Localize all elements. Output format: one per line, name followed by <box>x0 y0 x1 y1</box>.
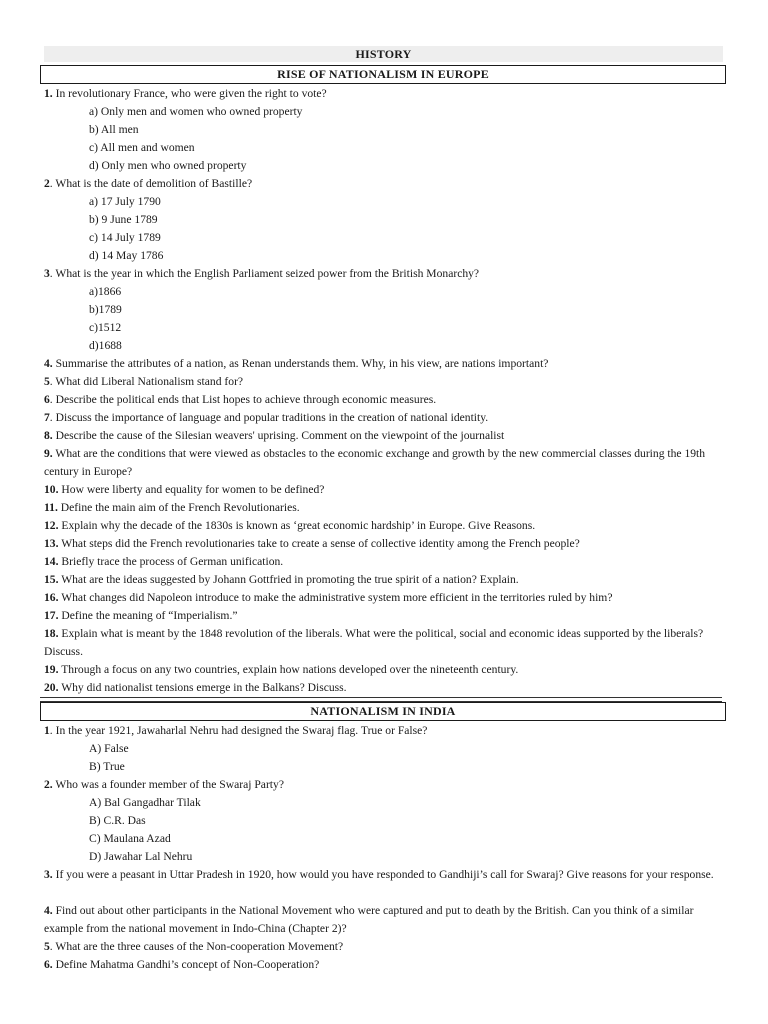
question-number: 4. <box>44 904 53 917</box>
options-india-1 <box>89 740 689 776</box>
option: a)1866 <box>89 285 122 298</box>
section-heading-europe: RISE OF NATIONALISM IN EUROPE <box>40 65 726 84</box>
question-text: Define the main aim of the French Revolutionaries. <box>57 501 300 514</box>
options-india-2 <box>89 794 689 866</box>
question-text: . What is the date of demolition of Bastille? <box>49 177 253 190</box>
question-number: 1. <box>44 87 53 100</box>
option: b) All men <box>89 123 139 136</box>
question-number: 1 <box>44 724 50 737</box>
question-text: . What did Liberal Nationalism stand for? <box>49 375 244 388</box>
question-text: . In the year 1921, Jawaharlal Nehru had designed the Swaraj flag. True or False? <box>49 724 428 737</box>
question-number: 18. <box>44 627 59 640</box>
question-number: 6 <box>44 393 50 406</box>
question-text: . Describe the political ends that List hopes to achieve through economic measures. <box>49 393 437 406</box>
section-heading-india: NATIONALISM IN INDIA <box>40 702 726 721</box>
question-europe-8 <box>44 427 724 445</box>
question-text: . What are the three causes of the Non-cooperation Movement? <box>49 940 344 953</box>
question-number: 7 <box>44 411 50 424</box>
question-india-4 <box>44 902 724 938</box>
question-number: 15. <box>44 573 59 586</box>
question-text: . Discuss the importance of language and popular traditions in the creation of national identity. <box>49 411 489 424</box>
question-number: 5 <box>44 375 50 388</box>
option: c) 14 July 1789 <box>89 231 161 244</box>
question-europe-13 <box>44 535 724 553</box>
question-europe-2 <box>44 175 724 193</box>
question-number: 3 <box>44 267 50 280</box>
option: B) C.R. Das <box>89 814 146 827</box>
question-europe-16 <box>44 589 724 607</box>
question-number: 2. <box>44 778 53 791</box>
question-number: 9. <box>44 447 53 460</box>
question-text: Find out about other participants in the National Movement who were captured and put to death by the British. Can you think of a similar example from the national movement in Indo-China (Chapter 2)? <box>44 904 694 935</box>
question-europe-18 <box>44 625 724 661</box>
option: d)1688 <box>89 339 122 352</box>
question-india-6 <box>44 956 724 974</box>
question-india-2 <box>44 776 724 794</box>
question-europe-12 <box>44 517 724 535</box>
question-india-1 <box>44 722 724 740</box>
question-india-5 <box>44 938 724 956</box>
question-number: 11. <box>44 501 58 514</box>
question-text: In revolutionary France, who were given the right to vote? <box>52 87 327 100</box>
question-text: Define the meaning of “Imperialism.” <box>58 609 238 622</box>
question-text: How were liberty and equality for women to be defined? <box>58 483 325 496</box>
question-text: Through a focus on any two countries, explain how nations developed over the nineteenth century. <box>58 663 519 676</box>
question-number: 8. <box>44 429 53 442</box>
question-text: Why did nationalist tensions emerge in the Balkans? Discuss. <box>58 681 347 694</box>
question-number: 14. <box>44 555 59 568</box>
question-number: 16. <box>44 591 59 604</box>
option: c)1512 <box>89 321 122 334</box>
question-text: What are the conditions that were viewed as obstacles to the economic exchange and growth by the new commercial classes during the 19th century in Europe? <box>44 447 706 478</box>
question-text: Describe the cause of the Silesian weavers' uprising. Comment on the viewpoint of the journalist <box>52 429 505 442</box>
option: d) 14 May 1786 <box>89 249 164 262</box>
question-number: 2 <box>44 177 50 190</box>
question-text: Summarise the attributes of a nation, as Renan understands them. Why, in his view, are nations important? <box>52 357 549 370</box>
question-number: 20. <box>44 681 59 694</box>
options-europe-1 <box>89 103 689 175</box>
question-text: Explain what is meant by the 1848 revolution of the liberals. What were the political, social and economic ideas supported by the liberals? Discuss. <box>44 627 704 658</box>
question-europe-7 <box>44 409 724 427</box>
option: c) All men and women <box>89 141 195 154</box>
option: A) False <box>89 742 129 755</box>
question-text: If you were a peasant in Uttar Pradesh in 1920, how would you have responded to Gandhiji’s call for Swaraj? Give reasons for your response. <box>52 868 714 881</box>
question-number: 5 <box>44 940 50 953</box>
question-text: What are the ideas suggested by Johann Gottfried in promoting the true spirit of a nation? Explain. <box>58 573 519 586</box>
option: a) 17 July 1790 <box>89 195 161 208</box>
question-text: Who was a founder member of the Swaraj Party? <box>52 778 284 791</box>
question-text: . What is the year in which the English Parliament seized power from the British Monarchy? <box>49 267 480 280</box>
option: a) Only men and women who owned property <box>89 105 303 118</box>
option: D) Jawahar Lal Nehru <box>89 850 193 863</box>
question-europe-20 <box>44 679 724 697</box>
question-number: 6. <box>44 958 53 971</box>
question-india-3 <box>44 866 724 884</box>
options-europe-3 <box>89 283 689 355</box>
question-number: 19. <box>44 663 59 676</box>
question-number: 3. <box>44 868 53 881</box>
question-europe-6 <box>44 391 724 409</box>
subject-title: HISTORY <box>44 46 723 62</box>
question-text: Define Mahatma Gandhi’s concept of Non-Cooperation? <box>52 958 320 971</box>
question-text: What changes did Napoleon introduce to make the administrative system more efficient in the territories ruled by him? <box>58 591 613 604</box>
question-number: 12. <box>44 519 59 532</box>
question-europe-14 <box>44 553 724 571</box>
question-number: 10. <box>44 483 59 496</box>
question-europe-11 <box>44 499 724 517</box>
option: B) True <box>89 760 125 773</box>
question-europe-4 <box>44 355 724 373</box>
question-europe-3 <box>44 265 724 283</box>
option: d) Only men who owned property <box>89 159 247 172</box>
question-europe-10 <box>44 481 724 499</box>
option: C) Maulana Azad <box>89 832 171 845</box>
question-number: 13. <box>44 537 59 550</box>
question-text: Explain why the decade of the 1830s is known as ‘great economic hardship’ in Europe. Give Reasons. <box>58 519 536 532</box>
question-number: 4. <box>44 357 53 370</box>
question-number: 17. <box>44 609 59 622</box>
question-text: What steps did the French revolutionaries take to create a sense of collective identity among the French people? <box>58 537 580 550</box>
question-europe-15 <box>44 571 724 589</box>
option: b) 9 June 1789 <box>89 213 158 226</box>
question-europe-5 <box>44 373 724 391</box>
options-europe-2 <box>89 193 689 265</box>
question-europe-1 <box>44 85 724 103</box>
option: b)1789 <box>89 303 122 316</box>
question-text: Briefly trace the process of German unification. <box>58 555 284 568</box>
question-europe-19 <box>44 661 724 679</box>
option: A) Bal Gangadhar Tilak <box>89 796 201 809</box>
question-europe-9 <box>44 445 724 481</box>
question-europe-17 <box>44 607 724 625</box>
